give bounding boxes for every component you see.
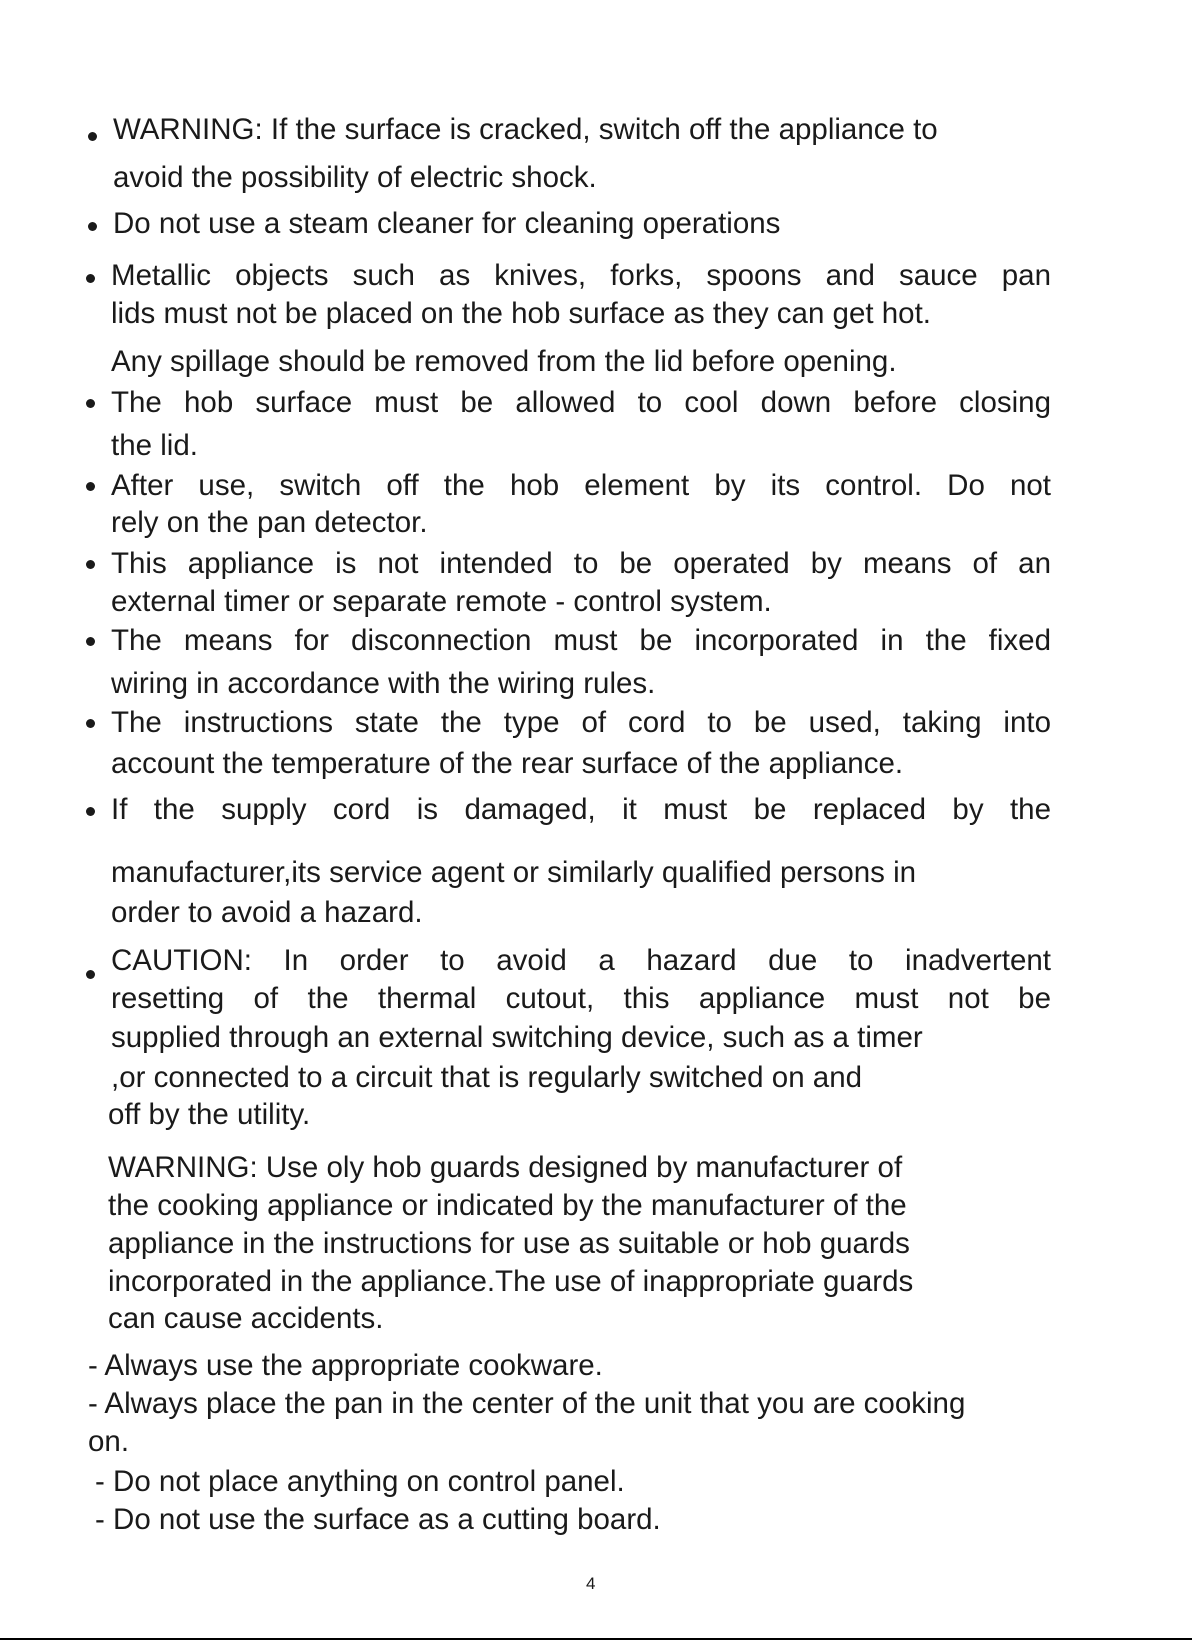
text-line: WARNING: If the surface is cracked, switch off the appliance to bbox=[113, 113, 938, 146]
page-number: 4 bbox=[586, 1574, 596, 1593]
text-line: external timer or separate remote - control system. bbox=[111, 585, 772, 618]
bullet bbox=[86, 719, 95, 728]
bullet bbox=[88, 132, 97, 141]
text-line: This appliance is not intended to be operated by means of an bbox=[111, 547, 1051, 580]
text-line: The means for disconnection must be incorporated in the fixed bbox=[111, 624, 1051, 657]
text-line: Metallic objects such as knives, forks, spoons and sauce pan bbox=[111, 259, 1051, 292]
bullet bbox=[86, 807, 95, 816]
bullet bbox=[86, 482, 95, 491]
text-line: the lid. bbox=[111, 429, 198, 462]
text-line: After use, switch off the hob element by its control. Do not bbox=[111, 469, 1051, 502]
text-line: appliance in the instructions for use as suitable or hob guards bbox=[108, 1227, 910, 1260]
text-line: Do not use a steam cleaner for cleaning operations bbox=[113, 207, 781, 240]
text-line: lids must not be placed on the hob surface as they can get hot. bbox=[111, 297, 931, 330]
text-line: incorporated in the appliance.The use of inappropriate guards bbox=[108, 1265, 914, 1298]
bullet bbox=[88, 222, 97, 231]
text-line: manufacturer,its service agent or similarly qualified persons in bbox=[111, 856, 917, 889]
text-line: The hob surface must be allowed to cool down before closing bbox=[111, 386, 1051, 419]
text-line: If the supply cord is damaged, it must be replaced by the bbox=[111, 793, 1051, 826]
text-line: - Do not use the surface as a cutting board. bbox=[95, 1503, 661, 1536]
text-line: The instructions state the type of cord to be used, taking into bbox=[111, 706, 1051, 739]
text-line: wiring in accordance with the wiring rules. bbox=[111, 667, 656, 700]
text-line: - Do not place anything on control panel. bbox=[95, 1465, 625, 1498]
text-line: off by the utility. bbox=[108, 1098, 311, 1131]
text-line: - Always place the pan in the center of the unit that you are cooking bbox=[88, 1387, 966, 1420]
text-line: ,or connected to a circuit that is regularly switched on and bbox=[111, 1061, 863, 1094]
text-line: can cause accidents. bbox=[108, 1302, 384, 1335]
text-line: rely on the pan detector. bbox=[111, 506, 428, 539]
bullet bbox=[86, 560, 95, 569]
bullet bbox=[86, 970, 95, 979]
text-line: Any spillage should be removed from the lid before opening. bbox=[111, 345, 897, 378]
text-line: the cooking appliance or indicated by the manufacturer of the bbox=[108, 1189, 907, 1222]
text-line: supplied through an external switching device, such as a timer bbox=[111, 1021, 923, 1054]
bullet bbox=[86, 637, 95, 646]
bottom-rule bbox=[0, 1638, 1192, 1640]
text-line: CAUTION: In order to avoid a hazard due to inadvertent bbox=[111, 944, 1051, 977]
text-line: resetting of the thermal cutout, this appliance must not be bbox=[111, 982, 1051, 1015]
bullet bbox=[86, 399, 95, 408]
text-line: order to avoid a hazard. bbox=[111, 896, 423, 929]
text-line: WARNING: Use oly hob guards designed by manufacturer of bbox=[108, 1151, 903, 1184]
text-line: - Always use the appropriate cookware. bbox=[88, 1349, 603, 1382]
bullet bbox=[86, 274, 95, 283]
text-line: on. bbox=[88, 1425, 130, 1458]
text-line: avoid the possibility of electric shock. bbox=[113, 161, 597, 194]
text-line: account the temperature of the rear surface of the appliance. bbox=[111, 747, 904, 780]
